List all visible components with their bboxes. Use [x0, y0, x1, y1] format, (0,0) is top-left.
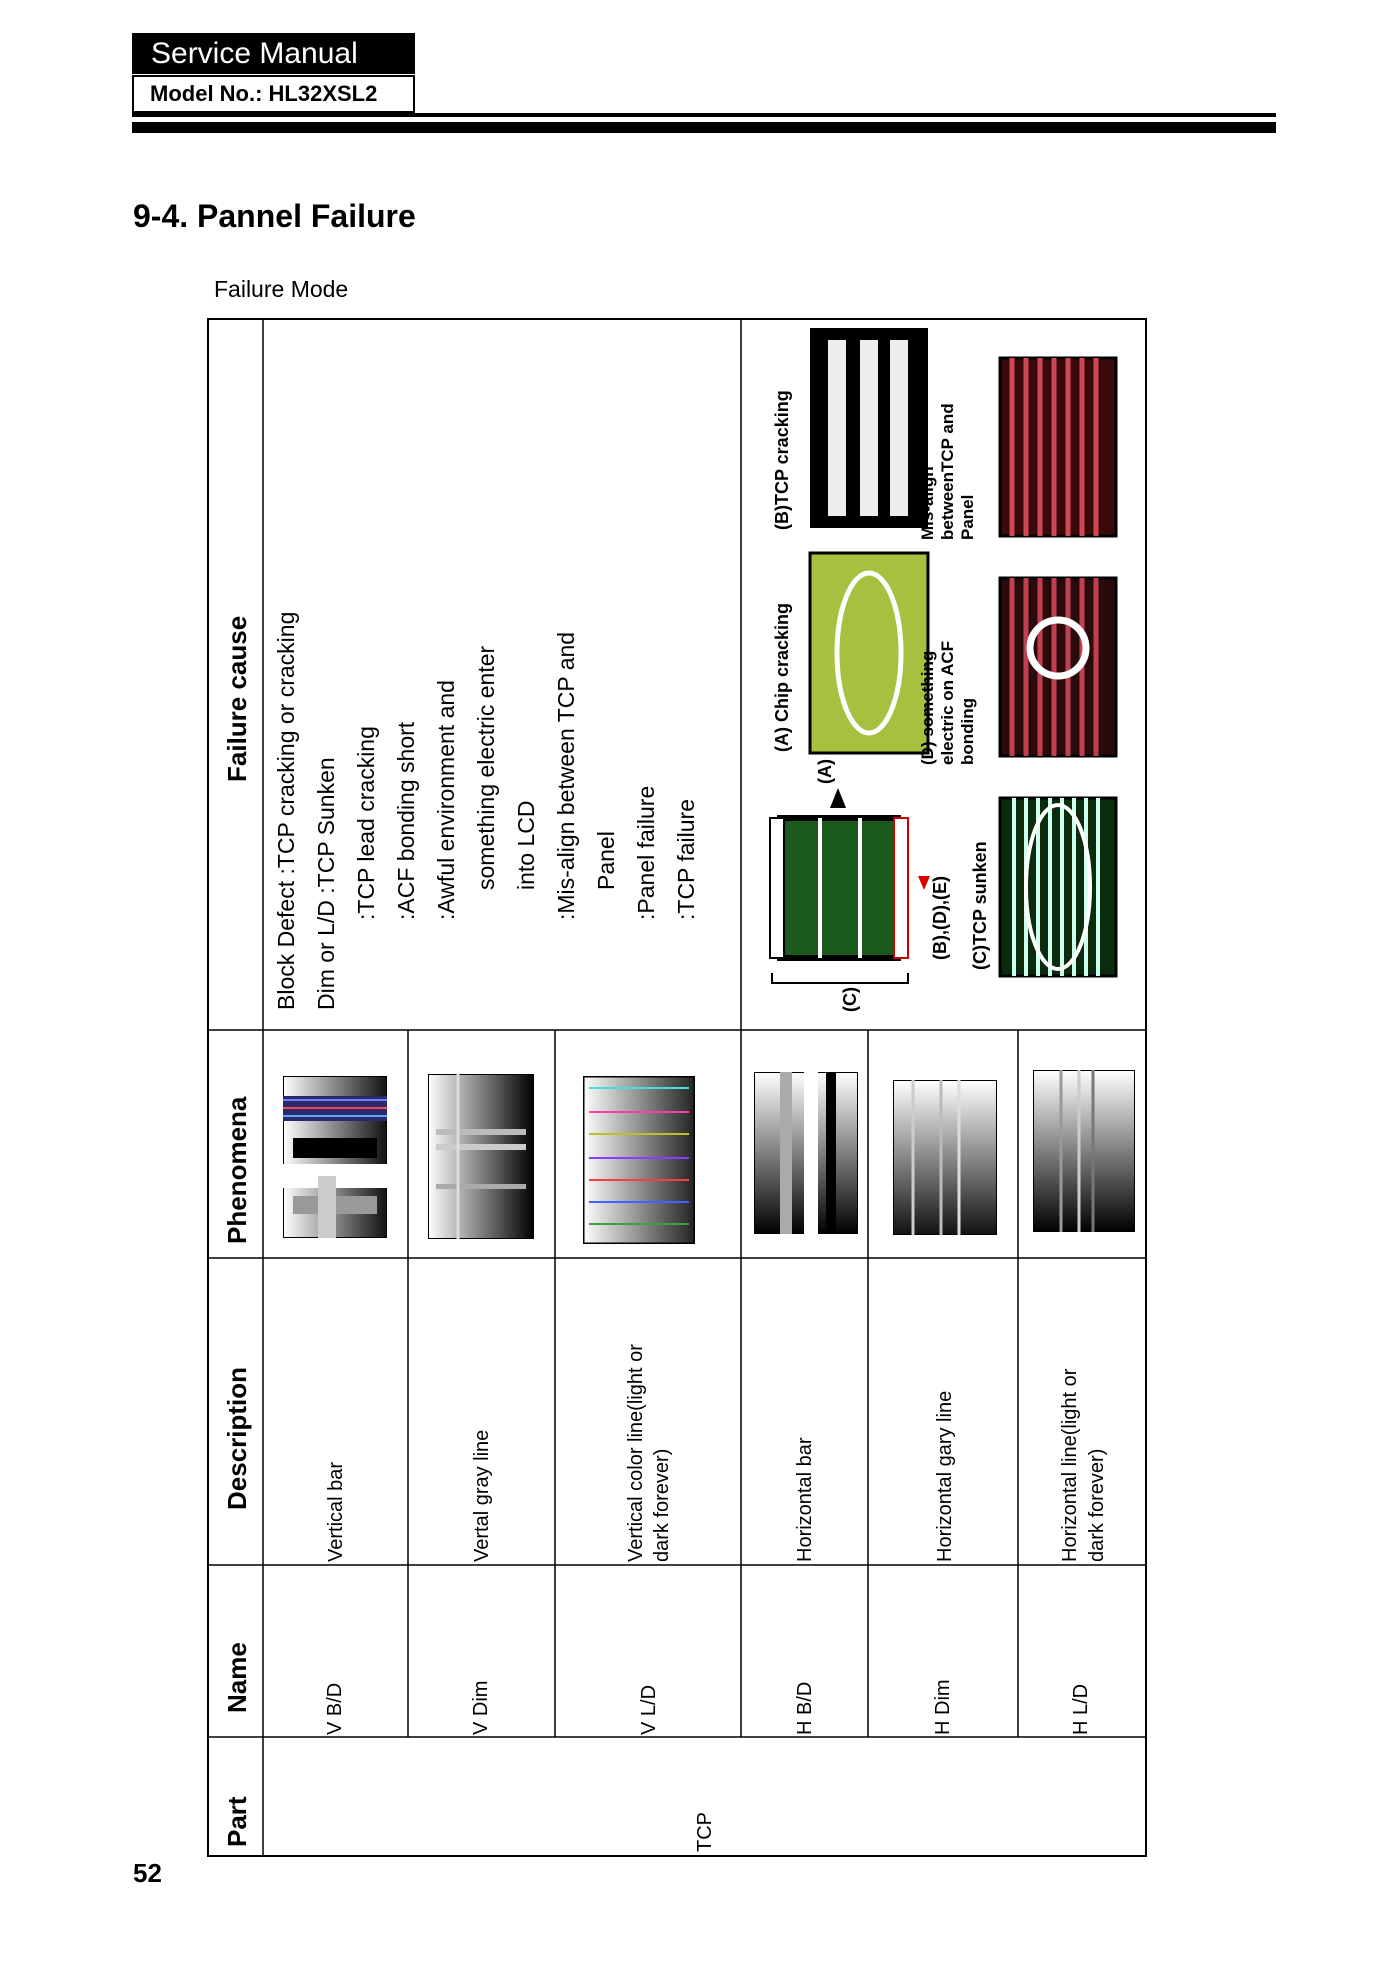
row-name: V L/D	[638, 1684, 660, 1735]
diagram-label-misalign: Mis-align betweenTCP and Panel	[918, 403, 977, 540]
row-description: dark forever)	[651, 1448, 673, 1562]
header-phenomena: Phenomena	[222, 1096, 252, 1244]
row-name: H Dim	[932, 1679, 954, 1735]
header-model-number: Model No.: HL32XSL2	[132, 75, 415, 113]
header-name: Name	[222, 1642, 252, 1713]
header-description: Description	[222, 1366, 252, 1510]
row-description: Vertical color line(light or	[625, 1344, 647, 1562]
phenomena-vertical-gray-line-image	[428, 1074, 534, 1239]
section-title: 9-4. Pannel Failure	[133, 198, 416, 234]
cause-line: into LCD	[513, 800, 539, 890]
cause-line: :TCP lead cracking	[353, 726, 379, 920]
phenomena-horizontal-gray-line-image	[893, 1080, 997, 1235]
phenomena-horizontal-bar-image	[754, 1072, 858, 1234]
row-name: H L/D	[1070, 1683, 1092, 1735]
cause-line: Block Defect :TCP cracking or cracking	[273, 611, 299, 1010]
row-description: Vertal gray line	[471, 1429, 493, 1562]
diagram-label-c: (C)TCP sunken	[970, 841, 990, 970]
page-number: 52	[133, 1858, 162, 1888]
diagram-label-a: (A) Chip cracking	[772, 602, 792, 752]
cause-line: :Panel failure	[633, 785, 659, 920]
cause-line: :TCP failure	[673, 798, 699, 920]
failure-cause-text	[266, 612, 706, 1010]
header-failure-cause: Failure cause	[222, 615, 252, 782]
phenomena-horizontal-line-image	[1033, 1070, 1135, 1232]
cause-line: :Awful environment and	[433, 680, 459, 920]
header-title: Service Manual	[132, 33, 415, 74]
cause-line: Dim or L/D :TCP Sunken	[313, 757, 339, 1010]
cause-line: :Mis-align between TCP and	[553, 631, 579, 920]
row-description: Horizontal bar	[794, 1437, 816, 1562]
row-description: Vertical bar	[325, 1461, 347, 1562]
diagram-label-bde: (B),(D),(E)	[930, 876, 950, 960]
row-description: Horizontal line(light or	[1059, 1368, 1081, 1562]
row-name: H B/D	[794, 1681, 816, 1735]
header-part: Part	[222, 1796, 252, 1847]
diagram-label-d: (D) something electric on ACF bonding	[918, 640, 977, 765]
row-description: dark forever)	[1086, 1448, 1108, 1562]
diagram-label-a-marker: (A)	[815, 759, 835, 784]
diagram-label-c-marker: (C)	[840, 987, 860, 1012]
cause-line: Panel	[593, 831, 619, 890]
row-name: V B/D	[324, 1682, 346, 1735]
phenomena-vertical-bar-image	[283, 1076, 387, 1238]
diagram-label-b: (B)TCP cracking	[772, 390, 792, 530]
phenomena-vertical-color-line-image	[583, 1076, 695, 1244]
row-name: V Dim	[470, 1680, 492, 1735]
failure-mode-label: Failure Mode	[214, 276, 349, 302]
part-value: TCP	[694, 1812, 716, 1852]
row-description: Horizontal gary line	[934, 1390, 956, 1562]
cause-line: something electric enter	[473, 645, 499, 890]
cause-line: :ACF bonding short	[393, 721, 419, 920]
